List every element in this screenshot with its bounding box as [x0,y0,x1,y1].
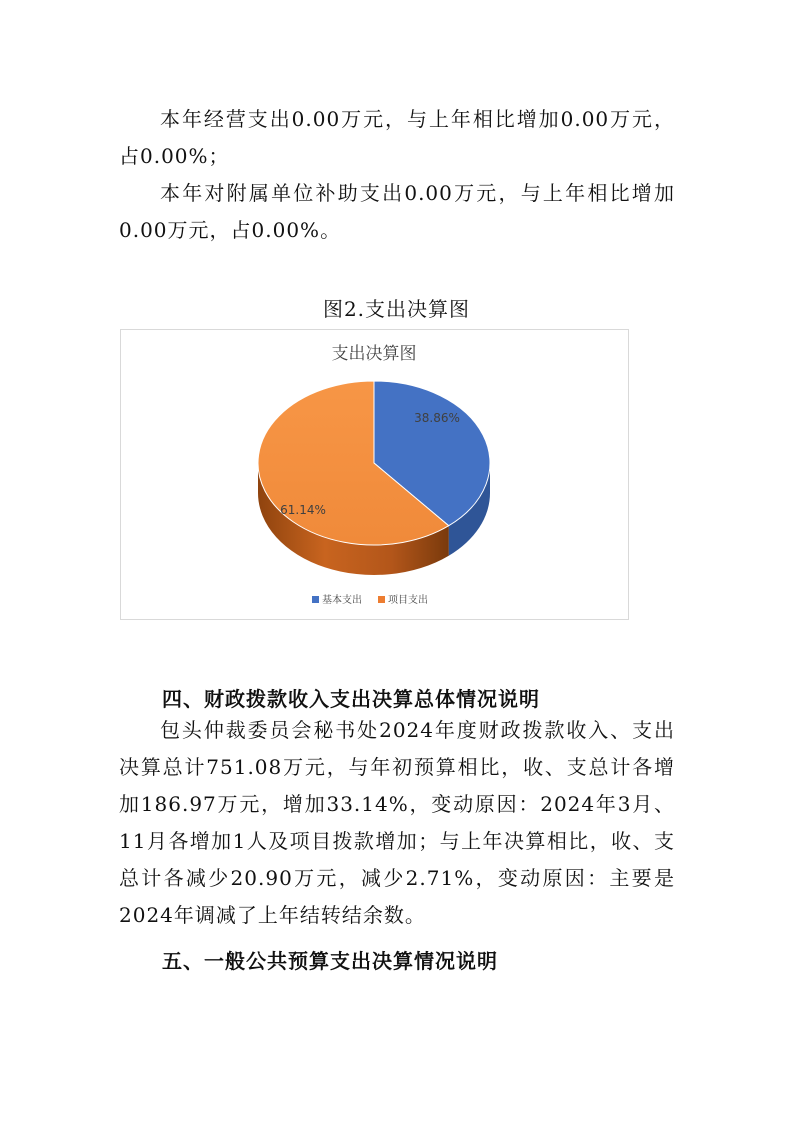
legend-label-basic: 基本支出 [322,595,362,606]
paragraph-subsidy-expense: 本年对附属单位补助支出0.00万元，与上年相比增加0.00万元，占0.00%。 [119,181,675,242]
pie-data-label-project: 61.14% [280,503,326,517]
chart-container [120,329,629,620]
section-heading-5: 五、一般公共预算支出决算情况说明 [162,949,498,973]
legend-swatch-project [378,596,385,603]
legend-label-project: 项目支出 [388,595,428,606]
pie-chart [121,330,628,619]
pie-data-label-basic: 38.86% [414,411,460,425]
chart-title: 支出决算图 [331,344,417,364]
legend-swatch-basic [312,596,319,603]
figure-caption: 图2.支出决算图 [322,297,471,321]
section-heading-4: 四、财政拨款收入支出决算总体情况说明 [162,687,540,711]
paragraph-operating-expense: 本年经营支出0.00万元，与上年相比增加0.00万元，占0.00%； [119,107,675,168]
paragraph-fiscal-summary: 包头仲裁委员会秘书处2024年度财政拨款收入、支出决算总计751.08万元，与年初预算相比，收、支总计各增加186.97万元，增加33.14%，变动原因：2024年3月、11月各增加1人及项目拨款增加；与上年决算相比，收、支总计各减少20.90万元，减少2.71%，变动原因：主要是2024年调减了上年结转结余数。 [119,718,675,927]
